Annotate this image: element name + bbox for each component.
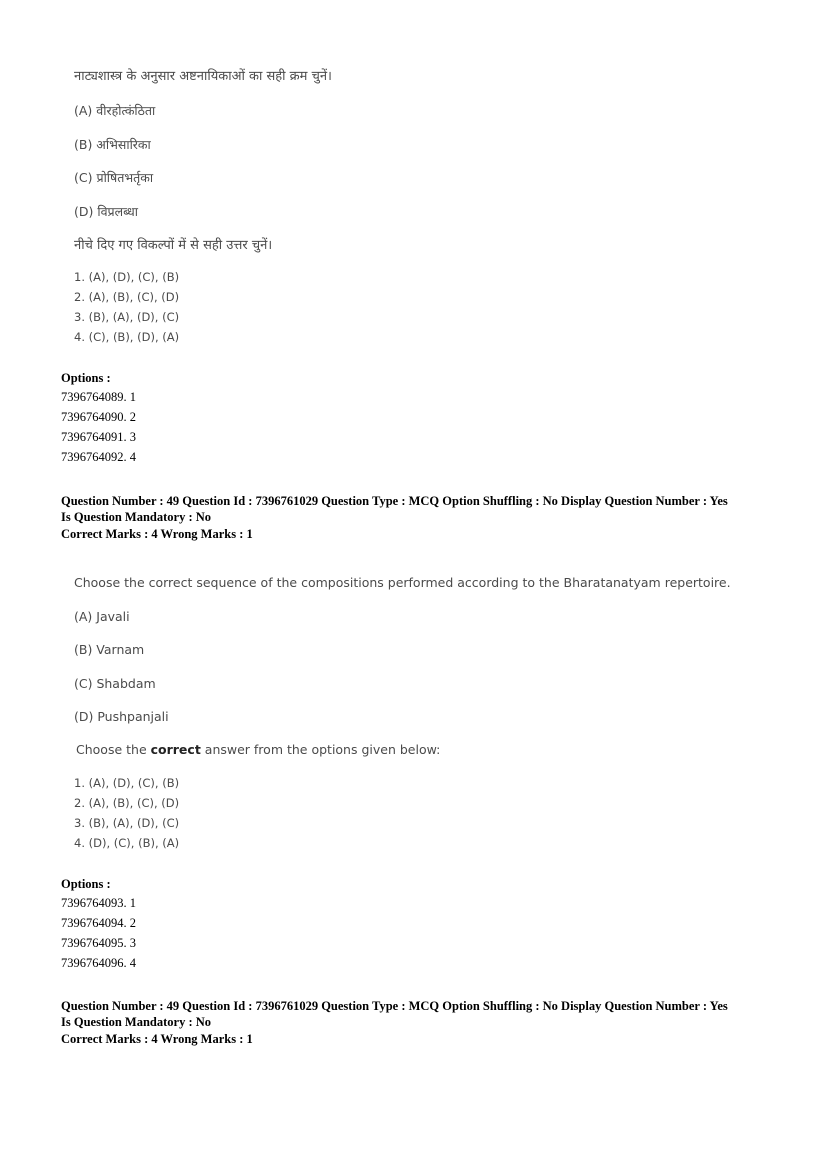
- mandatory-line: Is Question Mandatory : No: [61, 510, 212, 524]
- question-item-d: (D) Pushpanjali: [74, 709, 169, 724]
- option-id: 7396764090. 2: [61, 410, 136, 424]
- answer-choice-2: 2. (A), (B), (C), (D): [74, 796, 180, 810]
- mandatory-line: Is Question Mandatory : No: [61, 1015, 212, 1029]
- marks-line: Correct Marks : 4 Wrong Marks : 1: [61, 1032, 253, 1046]
- option-id: 7396764096. 4: [61, 956, 136, 970]
- question-instruction: Choose the correct answer from the options given below:: [76, 742, 441, 757]
- question-meta-line: Question Number : 49 Question Id : 7396761029 Question Type : MCQ Option Shuffling : No Display Question Number : Yes: [61, 999, 728, 1013]
- option-id: 7396764089. 1: [61, 390, 136, 404]
- answer-choice-3: 3. (B), (A), (D), (C): [74, 816, 180, 830]
- emphasis-word: correct: [150, 742, 201, 757]
- question-stem: Choose the correct sequence of the compositions performed according to the Bharatanatyam repertoire.: [74, 575, 731, 590]
- answer-choice-2: 2. (A), (B), (C), (D): [74, 290, 180, 304]
- option-id: 7396764093. 1: [61, 896, 136, 910]
- option-id: 7396764091. 3: [61, 430, 136, 444]
- option-id: 7396764095. 3: [61, 936, 136, 950]
- question-item-c: (C) Shabdam: [74, 676, 156, 691]
- answer-choice-4: 4. (D), (C), (B), (A): [74, 836, 180, 850]
- answer-choice-1: 1. (A), (D), (C), (B): [74, 270, 180, 284]
- question-item-b: (B) Varnam: [74, 642, 145, 657]
- option-id: 7396764092. 4: [61, 450, 136, 464]
- marks-line: Correct Marks : 4 Wrong Marks : 1: [61, 527, 253, 541]
- question-instruction: नीचे दिए गए विकल्पों में से सही उत्तर चुनें।: [74, 238, 273, 253]
- question-meta-line: Question Number : 49 Question Id : 7396761029 Question Type : MCQ Option Shuffling : No Display Question Number : Yes: [61, 494, 728, 508]
- answer-choice-1: 1. (A), (D), (C), (B): [74, 776, 180, 790]
- question-item-c: (C) प्रोषितभर्तृका: [74, 170, 154, 185]
- options-label: Options :: [61, 877, 111, 891]
- answer-choice-3: 3. (B), (A), (D), (C): [74, 310, 180, 324]
- option-id: 7396764094. 2: [61, 916, 136, 930]
- question-item-d: (D) विप्रलब्धा: [74, 204, 138, 219]
- answer-choice-4: 4. (C), (B), (D), (A): [74, 330, 180, 344]
- question-stem: नाट्यशास्त्र के अनुसार अष्टनायिकाओं का सही क्रम चुनें।: [74, 69, 332, 84]
- question-item-b: (B) अभिसारिका: [74, 137, 151, 152]
- question-item-a: (A) वीरहोत्कंठिता: [74, 103, 156, 118]
- options-label: Options :: [61, 371, 111, 385]
- question-item-a: (A) Javali: [74, 609, 130, 624]
